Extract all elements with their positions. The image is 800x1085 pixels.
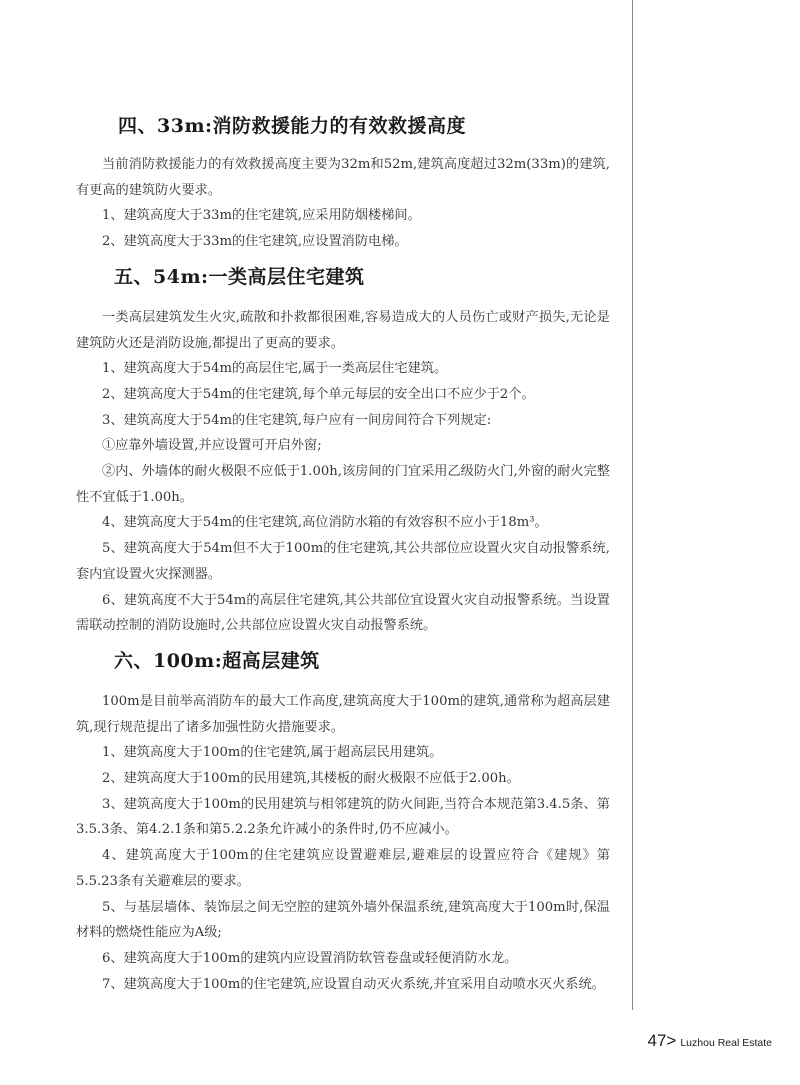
paragraph: 100m是目前举高消防车的最大工作高度,建筑高度大于100m的建筑,通常称为超高层建筑,现行规范提出了诸多加强性防火措施要求。 — [76, 693, 610, 735]
section-body-33m — [76, 152, 610, 255]
section-heading-33m: 四、33m:消防救援能力的有效救援高度 — [118, 115, 467, 137]
paragraph: 2、建筑高度大于100m的民用建筑,其楼板的耐火极限不应低于2.00h。 — [102, 771, 520, 787]
paragraph: 6、建筑高度大于100m的建筑内应设置消防软管卷盘或轻便消防水龙。 — [102, 950, 518, 966]
section-body-54m — [76, 305, 610, 639]
section-body-100m — [76, 689, 610, 997]
paragraph: 4、建筑高度大于54m的住宅建筑,高位消防水箱的有效容积不应小于18m³。 — [102, 515, 548, 531]
paragraph: ②内、外墙体的耐火极限不应低于1.00h,该房间的门宜采用乙级防火门,外窗的耐火完整性不宜低于1.00h。 — [76, 464, 610, 505]
paragraph: 当前消防救援能力的有效救援高度主要为32m和52m,建筑高度超过32m(33m)的建筑,有更高的建筑防火要求。 — [76, 157, 610, 198]
paragraph: 3、建筑高度大于54m的住宅建筑,每户应有一间房间符合下列规定: — [102, 412, 492, 428]
paragraph: 1、建筑高度大于100m的住宅建筑,属于超高层民用建筑。 — [102, 745, 443, 761]
section-heading-54m: 五、54m:一类高层住宅建筑 — [114, 265, 365, 288]
paragraph: 1、建筑高度大于54m的高层住宅,属于一类高层住宅建筑。 — [102, 361, 448, 377]
paragraph: ①应靠外墙设置,并应设置可开启外窗; — [102, 438, 322, 454]
paragraph: 2、建筑高度大于33m的住宅建筑,应设置消防电梯。 — [102, 234, 408, 250]
paragraph: 6、建筑高度不大于54m的高层住宅建筑,其公共部位宜设置火灾自动报警系统。当设置需联动控制的消防设施时,公共部位应设置火灾自动报警系统。 — [76, 592, 610, 634]
paragraph: 一类高层建筑发生火灾,疏散和扑救都很困难,容易造成大的人员伤亡或财产损失,无论是建筑防火还是消防设施,都提出了更高的要求。 — [76, 309, 610, 351]
paragraph: 5、与基层墙体、装饰层之间无空腔的建筑外墙外保温系统,建筑高度大于100m时,保温材料的燃烧性能应为A级; — [76, 899, 610, 941]
article-body — [76, 112, 610, 997]
publication-name: Luzhou Real Estate — [680, 1037, 772, 1049]
paragraph: 4、建筑高度大于100m的住宅建筑应设置避难层,避难层的设置应符合《建规》第5.5.23条有关避难层的要求。 — [76, 848, 610, 889]
section-heading-100m: 六、100m:超高层建筑 — [114, 649, 320, 672]
paragraph: 7、建筑高度大于100m的住宅建筑,应设置自动灭火系统,并宜采用自动喷水灭火系统。 — [102, 976, 605, 992]
page-footer — [632, 1031, 772, 1051]
page-number: 47> — [647, 1031, 677, 1050]
paragraph: 1、建筑高度大于33m的住宅建筑,应采用防烟楼梯间。 — [102, 208, 421, 224]
paragraph: 2、建筑高度大于54m的住宅建筑,每个单元每层的安全出口不应少于2个。 — [102, 386, 535, 402]
paragraph: 5、建筑高度大于54m但不大于100m的住宅建筑,其公共部位应设置火灾自动报警系统,套内宜设置火灾探测器。 — [76, 541, 610, 582]
paragraph: 3、建筑高度大于100m的民用建筑与相邻建筑的防火间距,当符合本规范第3.4.5条、第3.5.3条、第4.2.1条和第5.2.2条允许减小的条件时,仍不应减小。 — [76, 796, 610, 838]
column-divider — [632, 0, 633, 1010]
